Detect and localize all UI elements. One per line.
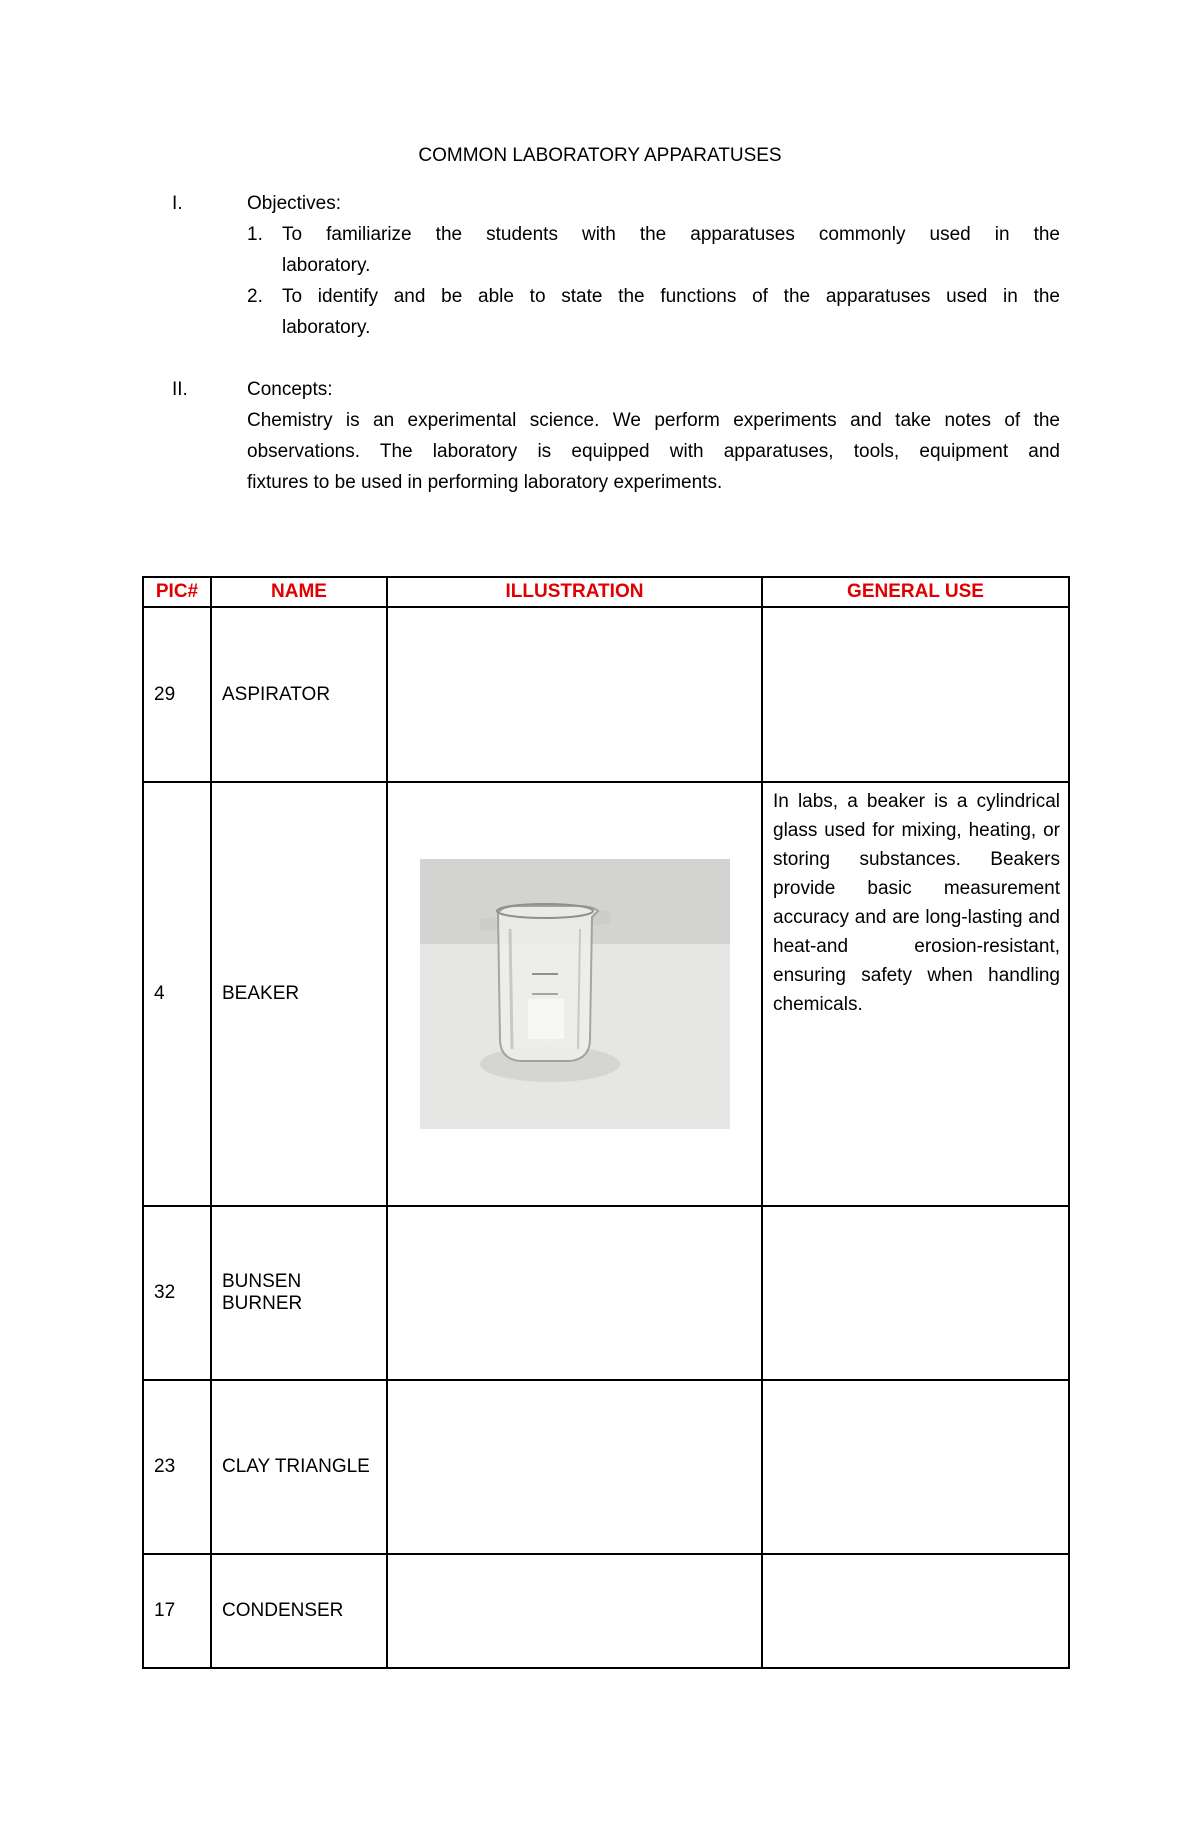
general-use-cell: [762, 607, 1069, 782]
beaker-photo: [420, 859, 730, 1129]
pic-number: 17: [143, 1554, 211, 1668]
concepts-numeral: II.: [172, 379, 188, 400]
header-name: NAME: [211, 577, 387, 607]
table-row: [143, 1554, 1069, 1668]
objective-2-line1: To identify and be able to state the functions of the apparatuses used in the: [282, 286, 1060, 307]
table-row: [143, 607, 1069, 782]
header-illustration: ILLUSTRATION: [387, 577, 762, 607]
pic-number: 23: [143, 1380, 211, 1554]
concepts-line1: Chemistry is an experimental science. We perform experiments and take notes of the: [247, 410, 1060, 431]
page-title: COMMON LABORATORY APPARATUSES: [418, 145, 782, 166]
apparatus-name: ASPIRATOR: [211, 607, 387, 782]
pic-number: 32: [143, 1206, 211, 1380]
illustration-cell: [387, 1554, 762, 1668]
apparatus-table: [142, 576, 1070, 1669]
illustration-cell: [387, 782, 762, 1206]
table-row: [143, 1206, 1069, 1380]
general-use-cell: [762, 1554, 1069, 1668]
header-pic: PIC#: [143, 577, 211, 607]
table-row: [143, 1380, 1069, 1554]
concepts-line3: fixtures to be used in performing laboratory experiments.: [247, 472, 723, 493]
objectives-heading: Objectives:: [247, 193, 341, 214]
table-header-row: [143, 577, 1069, 607]
concepts-line2: observations. The laboratory is equipped with apparatuses, tools, equipment and: [247, 441, 1060, 462]
objective-1-line2: laboratory.: [282, 255, 371, 276]
apparatus-name-line2: BURNER: [222, 1293, 303, 1314]
apparatus-name: CONDENSER: [211, 1554, 387, 1668]
pic-number: 29: [143, 607, 211, 782]
table-row: [143, 782, 1069, 1206]
concepts-heading: Concepts:: [247, 379, 333, 400]
general-use-cell: In labs, a beaker is a cylindrical glass used for mixing, heating, or storing substances. Beakers provide basic measurement accuracy and are long-lasting and heat-and erosion-resistant, ensuring safety when handling chemicals.: [762, 782, 1069, 1206]
apparatus-name: [211, 1206, 387, 1380]
objective-1-number: 1.: [247, 224, 263, 245]
illustration-cell: [387, 1206, 762, 1380]
pic-number: 4: [143, 782, 211, 1206]
objectives-numeral: I.: [172, 193, 183, 214]
objective-1-line1: To familiarize the students with the apparatuses commonly used in the: [282, 224, 1060, 245]
illustration-cell: [387, 1380, 762, 1554]
apparatus-name-line1: BUNSEN: [222, 1271, 302, 1292]
apparatus-name: CLAY TRIANGLE: [211, 1380, 387, 1554]
objective-2-line2: laboratory.: [282, 317, 371, 338]
header-general-use: GENERAL USE: [762, 577, 1069, 607]
general-use-cell: [762, 1380, 1069, 1554]
objective-2-number: 2.: [247, 286, 263, 307]
illustration-cell: [387, 607, 762, 782]
general-use-cell: [762, 1206, 1069, 1380]
apparatus-name: BEAKER: [211, 782, 387, 1206]
